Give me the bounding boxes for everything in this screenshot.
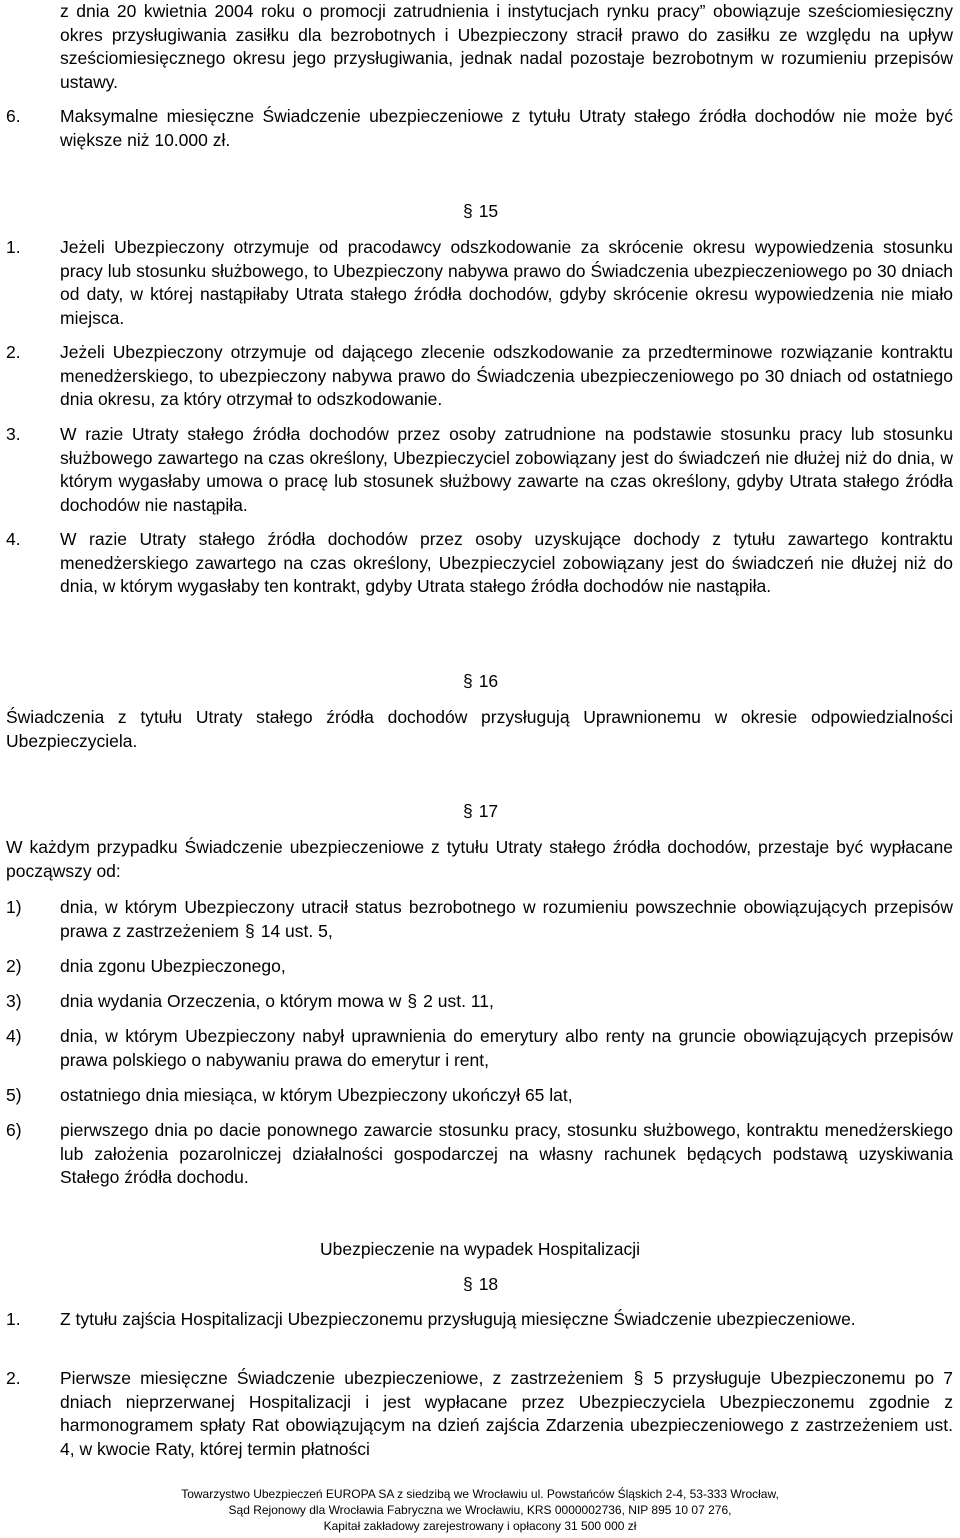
sec15-item-4-text: W razie Utraty stałego źródła dochodów przez osoby uzyskujące dochody z tytułu zawartego kontraktu menedżerskiego zawartego na czas określony, Ubezpieczyciel zobowiązany jest do świadczeń nie dłużej niż do dnia, w którym wygasłaby ten kontrakt, gdyby Utrata stałego źródła dochodów nie nastąpiła. [60, 529, 953, 596]
section-sign: § [244, 920, 255, 941]
section-sign: § [462, 671, 473, 691]
page-footer [0, 1486, 960, 1534]
sec17-item-2-number: 2) [6, 956, 22, 976]
sec17-item-4-number: 4) [6, 1026, 22, 1046]
sec17-item-6-text: pierwszego dnia po dacie ponownego zawarcie stosunku pracy, stosunku służbowego, kontraktu menedżerskiego lub założenia pozarolniczej działalności gospodarczej na własny rachunek będących podstawą uzyskiwania Stałego źródła dochodu. [60, 1120, 953, 1187]
item-6-number: 6. [6, 106, 21, 126]
sec17-lead: W każdym przypadku Świadczenie ubezpieczeniowe z tytułu Utraty stałego źródła dochodów, przestaje być wypłacane począwszy od: [6, 837, 953, 881]
sec17-item-3-text: dnia wydania Orzeczenia, o którym mowa w § 2 ust. 11, [60, 990, 953, 1014]
section-sign: § [462, 201, 473, 221]
sec15-item-2-number: 2. [6, 342, 21, 362]
sec18-item-1-number: 1. [6, 1309, 21, 1329]
footer-line-3: Kapitał zakładowy zarejestrowany i opłacony 31 500 000 zł [323, 1519, 637, 1533]
section-sign: § [633, 1368, 644, 1388]
footer-line-1: Towarzystwo Ubezpieczeń EUROPA SA z siedzibą we Wrocławiu ul. Powstańców Śląskich 2-4, 53-333 Wrocław, [181, 1487, 779, 1501]
item-6-text: Maksymalne miesięczne Świadczenie ubezpieczeniowe z tytułu Utraty stałego źródła dochodów nie może być większe niż 10.000 zł. [60, 106, 953, 150]
section-sign: § [462, 801, 473, 821]
sec17-item-6-number: 6) [6, 1120, 22, 1140]
sec17-item-1-number: 1) [6, 897, 22, 917]
intro-paragraph: z dnia 20 kwietnia 2004 roku o promocji zatrudnienia i instytucjach rynku pracy” obowiązuje sześciomiesięczny okres przysługiwania zasiłku dla bezrobotnych i Ubezpieczony stracił prawo do zasiłku ze względu na upływ sześciomiesięcznego okresu jego przysługiwania, jednak nadal pozostaje bezrobotnym w rozumieniu przepisów ustawy. [60, 1, 953, 92]
hospitalization-heading: Ubezpieczenie na wypadek Hospitalizacji [319, 1239, 641, 1259]
sec17-item-1-text: dnia, w którym Ubezpieczony utracił status bezrobotnego w rozumieniu powszechnie obowiązujących przepisów prawa z zastrzeżeniem § 14 ust. 5, [60, 896, 953, 943]
sec16-text: Świadczenia z tytułu Utraty stałego źródła dochodów przysługują Uprawnionemu w okresie odpowiedzialności Ubezpieczyciela. [6, 707, 953, 751]
sec18-item-1-text: Z tytułu zajścia Hospitalizacji Ubezpieczonemu przysługują miesięczne Świadczenie ubezpieczeniowe. [60, 1309, 856, 1329]
sec15-item-3-number: 3. [6, 424, 21, 444]
sec18-item-2-number: 2. [6, 1368, 21, 1388]
sec17-item-5-text: ostatniego dnia miesiąca, w którym Ubezpieczony ukończył 65 lat, [60, 1085, 573, 1105]
sec17-item-2-text: dnia zgonu Ubezpieczonego, [60, 956, 286, 976]
sec17-item-4-text: dnia, w którym Ubezpieczony nabył uprawnienia do emerytury albo renty na gruncie obowiązujących przepisów prawa polskiego o nabywaniu prawa do emerytur i rent, [60, 1026, 953, 1070]
section-17-title: § 17 [0, 800, 960, 824]
sec15-item-1-text: Jeżeli Ubezpieczony otrzymuje od pracodawcy odszkodowanie za skrócenie okresu wypowiedzenia stosunku pracy lub stosunku służbowego, to Ubezpieczony nabywa prawo do Świadczenia ubezpieczeniowego po 30 dniach od daty, w której nastąpiłaby Utrata stałego źródła dochodów, gdyby skrócenie okresu wypowiedzenia nie miało miejsca. [60, 237, 953, 328]
section-sign: § [407, 991, 418, 1011]
footer-line-2: Sąd Rejonowy dla Wrocławia Fabryczna we Wrocławiu, KRS 0000002736, NIP 895 10 07 276, [228, 1503, 732, 1517]
sec18-item-2-text: Pierwsze miesięczne Świadczenie ubezpieczeniowe, z zastrzeżeniem § 5 przysługuje Ubezpieczonemu po 7 dniach nieprzerwanej Hospitalizacji i jest wypłacane przez Ubezpieczyciela Ubezpieczonemu zgodnie z harmonogramem spłaty Rat obowiązującym na dzień zajścia Zdarzenia ubezpieczeniowego z zastrzeżeniem ust. 4, w kwocie Raty, której termin płatności [60, 1368, 953, 1459]
section-sign: § [462, 1274, 473, 1294]
sec15-item-1-number: 1. [6, 237, 21, 257]
section-15-title: § 15 [0, 200, 960, 224]
section-18-title: § 18 [0, 1273, 960, 1297]
sec17-item-3-number: 3) [6, 991, 22, 1011]
sec15-item-3-text: W razie Utraty stałego źródła dochodów przez osoby zatrudnione na podstawie stosunku pracy lub stosunku służbowego zawartego na czas określony, Ubezpieczyciel zobowiązany jest do świadczeń nie dłużej niż do dnia, w którym wygasłaby umowa o pracę lub stosunek służbowy zawarte na czas określony, gdyby Utrata stałego źródła dochodów nie nastąpiła. [60, 424, 953, 515]
section-16-title: § 16 [0, 670, 960, 694]
sec15-item-4-number: 4. [6, 529, 21, 549]
sec17-item-5-number: 5) [6, 1085, 22, 1105]
sec15-item-2-text: Jeżeli Ubezpieczony otrzymuje od dającego zlecenie odszkodowanie za przedterminowe rozwiązanie kontraktu menedżerskiego, to ubezpieczony nabywa prawo do Świadczenia ubezpieczeniowego po 30 dniach od ostatniego dnia okresu, za który otrzymał to odszkodowanie. [60, 342, 953, 409]
